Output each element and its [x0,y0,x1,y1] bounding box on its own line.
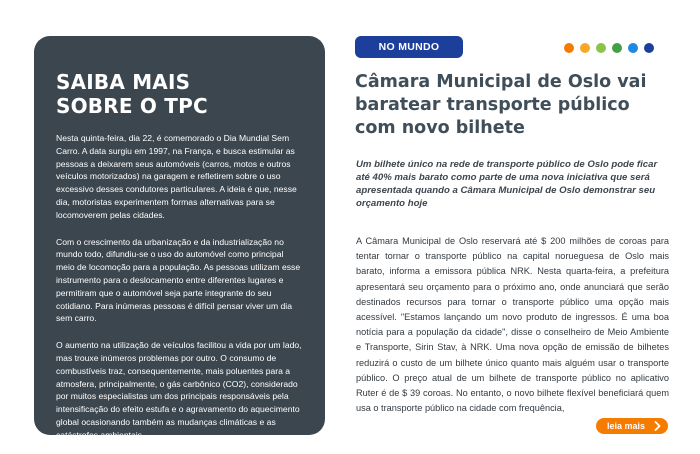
sidebar-paragraph: O aumento na utilização de veículos facilitou a vida por um lado, mas trouxe inúmeros problemas por outro. O consumo de combustíveis traz, consequentemente, mais poluentes para a atmosfera, principalmente, o gás carbônico (CO2), considerado por muitos especialistas um dos principais responsáveis pela intensificação do efeito estufa e o agravamento do aquecimento global ocasionando também as mudanças climáticas e as catástrofes ambientais. [56,340,302,440]
chevron-right-icon [654,421,661,431]
article-body: A Câmara Municipal de Oslo reservará até $ 200 milhões de coroas para tentar tornar o transporte público na capital norueguesa de Oslo mais barato, informa a emissora pública NRK. Nesta quarta-feira, a prefeitura apresentará seu orçamento para o próximo ano, onde anunciará que serão destinados recursos para tornar o transporte público uma opção mais acessível. "Estamos lançando um novo produto de ingressos. É uma boa notícia para a população da cidade", disse o conselheiro de Meio Ambiente e Transporte, Sirin Stav, à NRK. Uma nova opção de emissão de bilhetes reduzirá o custo de um bilhete único quanto mais alguém usar o transporte público. O preço atual de um bilhete de transporte público no aplicativo Ruter é de $ 39 coroas. No entanto, o novo bilhete flexível beneficiará quem usa o transporte público na cidade com frequência, [356,236,669,414]
decor-dot [596,43,606,53]
section-tag: NO MUNDO [355,36,463,58]
sidebar-title-line-1: SAIBA MAIS [56,70,191,94]
sidebar-paragraph: Com o crescimento da urbanização e da industrialização no mundo todo, difundiu-se o uso do automóvel como principal meio de locomoção para a população. As pessoas utilizam esse instrumento para o deslocamento entre diferentes lugares e permitiram que o automóvel seja parte integrante do seu cotidiano. Para inúmeras pessoas é difícil pensar viver um dia sem carro. [56,236,301,324]
article-lead: Um bilhete único na rede de transporte público de Oslo pode ficar até 40% mais barato como parte de uma nova iniciativa que será apresentada quando a Câmara Municipal de Oslo demonstrar seu orçamento hoje [356,159,658,209]
sidebar-title [56,70,303,118]
decor-dot [564,43,574,53]
sidebar-title-line-2: SOBRE O TPC [56,94,208,118]
read-more-label: leia mais [607,421,646,431]
decor-dot [612,43,622,53]
decor-dot [628,43,638,53]
decorative-dots [564,43,654,53]
decor-dot [580,43,590,53]
sidebar-paragraph: Nesta quinta-feira, dia 22, é comemorado o Dia Mundial Sem Carro. A data surgiu em 1997, na França, e busca estimular as pessoas a deixarem seus automóveis (carros, motos e outros veículos motorizados) na garagem e refletirem sobre o uso excessivo desses condutores particulares. A ideia é que, nesse dia, motoristas experimentem formas alternativas para se locomoverem pelas cidades. [56,133,297,220]
sidebar-body [56,132,303,442]
info-sidebar [34,36,325,440]
decor-dot [644,43,654,53]
read-more-button[interactable] [596,418,668,434]
article-headline: Câmara Municipal de Oslo vai baratear transporte público com novo bilhete [355,72,647,138]
